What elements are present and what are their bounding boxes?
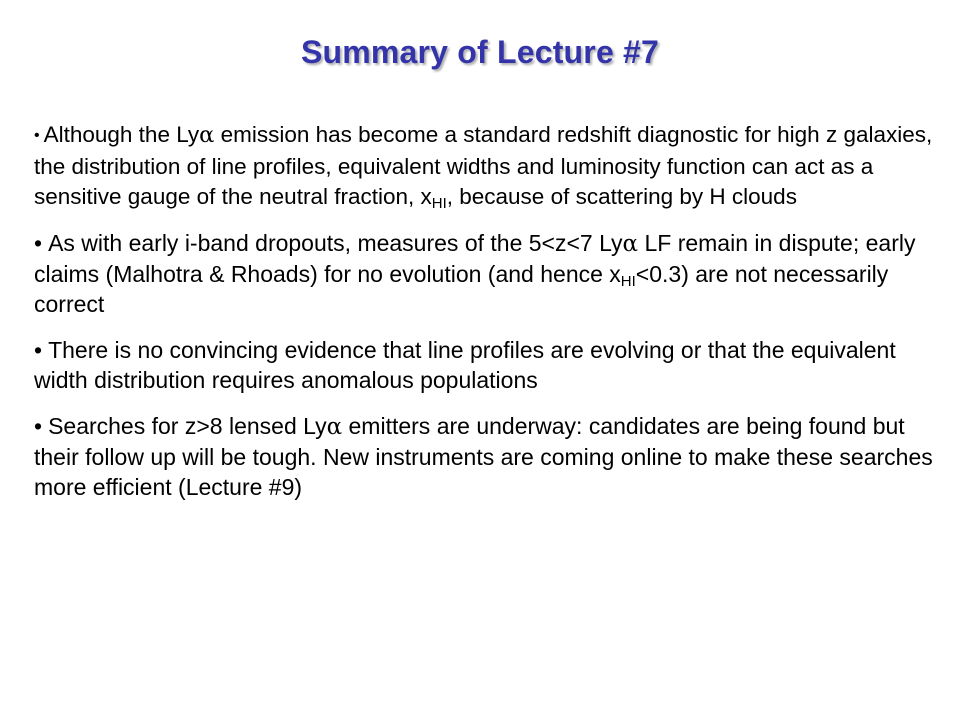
bullet-text: emission has become a standard redshift diagnostic for high z galaxies, the distribution of line profiles, equivalent widths and luminosity function can act as a sensitive gauge of the neutral fraction, x	[34, 122, 933, 209]
bullet-dot: •	[34, 412, 43, 439]
bullet-item-4	[34, 411, 934, 502]
bullet-text: <0.3) are not necessarily correct	[34, 260, 889, 317]
slide-title: Summary of Lecture #7	[300, 34, 660, 70]
subscript-hi: HI	[620, 272, 636, 290]
alpha-symbol: α	[326, 413, 343, 440]
bullet-dot: •	[34, 336, 43, 363]
bullet-text: Although the Ly	[43, 122, 200, 147]
alpha-symbol: α	[199, 122, 215, 148]
bullet-text: As with early i-band dropouts, measures of the 5<z<7 Ly	[48, 229, 623, 256]
alpha-symbol: α	[622, 230, 639, 257]
bullet-item-3	[34, 335, 934, 395]
bullet-text: LF remain in dispute; early claims (Malhotra & Rhoads) for no evolution (and hence x	[34, 229, 916, 287]
bullet-text: Searches for z>8 lensed Ly	[48, 412, 327, 439]
bullet-list	[34, 120, 934, 502]
bullet-dot: •	[34, 127, 40, 144]
bullet-text: There is no convincing evidence that line profiles are evolving or that the equivalent width distribution requires anomalous populations	[34, 336, 896, 393]
subscript-hi: HI	[431, 195, 447, 212]
bullet-dot: •	[34, 229, 43, 256]
bullet-item-2	[34, 228, 934, 319]
bullet-text: , because of scattering by H clouds	[446, 184, 797, 209]
bullet-item-1	[34, 120, 934, 213]
bullet-text: emitters are underway: candidates are being found but their follow up will be tough. New instruments are coming online to make these searches more efficient (Lecture #9)	[34, 412, 933, 500]
